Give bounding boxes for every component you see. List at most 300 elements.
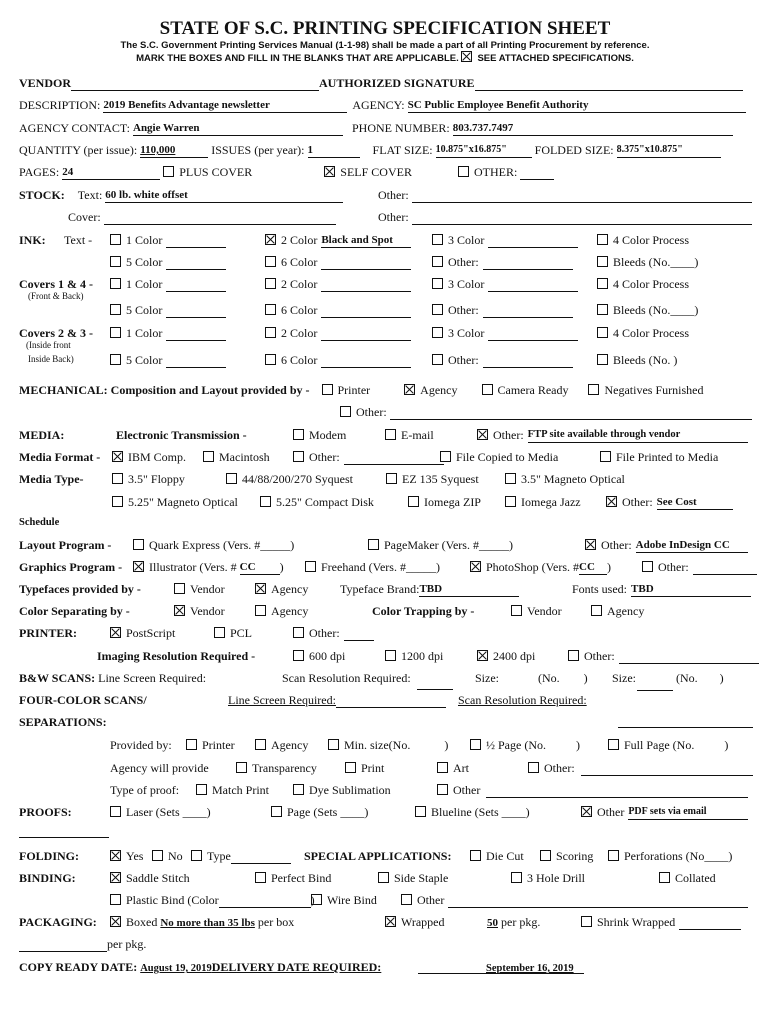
min-size-label: Min. size(No.	[344, 738, 411, 752]
shrink-wrapped-field[interactable]	[679, 916, 741, 930]
covers14-6color	[265, 303, 411, 318]
typeface-brand	[340, 582, 519, 597]
folding-no	[152, 849, 183, 864]
provided-agency	[255, 738, 308, 753]
die-cut-checkbox[interactable]	[470, 850, 481, 861]
agency-label: AGENCY:	[352, 98, 405, 112]
ink-text-bleeds-checkbox[interactable]	[597, 256, 608, 267]
res-600-checkbox[interactable]	[293, 650, 304, 661]
proof-other-label: Other	[453, 783, 481, 797]
covers23-other-label: Other:	[448, 353, 479, 367]
covers23-2color-checkbox[interactable]	[265, 327, 276, 338]
graphics-other-checkbox[interactable]	[642, 561, 653, 572]
format-other-checkbox[interactable]	[293, 451, 304, 462]
layout-program-label: Layout Program -	[19, 538, 112, 552]
mechanical-label: MECHANICAL: Composition and Layout provided by -	[19, 383, 310, 397]
covers23-5color-field[interactable]	[166, 354, 226, 368]
covers23-3color-field[interactable]	[488, 327, 578, 341]
covers14-3color-checkbox[interactable]	[432, 278, 443, 289]
see-attached-checkbox[interactable]	[461, 51, 472, 62]
mechanical-other-field[interactable]	[390, 406, 752, 420]
delivery-date-label: DELIVERY DATE REQUIRED:	[211, 960, 382, 974]
negatives-checkbox[interactable]	[588, 384, 599, 395]
fourcolor-line-screen-label: Line Screen Required:	[228, 693, 336, 707]
laser-checkbox[interactable]	[110, 806, 121, 817]
match-print-checkbox[interactable]	[196, 784, 207, 795]
folding-type-label: Type	[207, 849, 231, 863]
res-2400	[477, 649, 535, 664]
binding-other-label: Other	[417, 893, 445, 907]
camera-ready-checkbox[interactable]	[482, 384, 493, 395]
art-checkbox[interactable]	[437, 762, 448, 773]
covers14-1color-checkbox[interactable]	[110, 278, 121, 289]
trapping-vendor-checkbox[interactable]	[511, 605, 522, 616]
separations-field[interactable]	[618, 714, 753, 728]
ibm-label: IBM Comp.	[128, 450, 187, 464]
phone-field[interactable]: 803.737.7497	[453, 122, 733, 136]
pages-other-label: OTHER:	[473, 165, 518, 179]
boxed-value[interactable]: No more than 35 lbs	[160, 917, 255, 929]
mechanical-agency-checkbox[interactable]	[404, 384, 415, 395]
provided-printer-checkbox[interactable]	[186, 739, 197, 750]
type-jazz	[505, 495, 581, 510]
hole-drill-checkbox[interactable]	[511, 872, 522, 883]
syquest-checkbox[interactable]	[226, 473, 237, 484]
quantity-label: QUANTITY (per issue):	[19, 143, 138, 157]
ink-text-6color-checkbox[interactable]	[265, 256, 276, 267]
binding-collated	[659, 871, 716, 886]
typeface-brand-field[interactable]: TBD	[419, 583, 519, 597]
mo35-label: 3.5" Magneto Optical	[521, 472, 625, 486]
ink-text-other-field[interactable]	[483, 256, 573, 270]
folding-no-checkbox[interactable]	[152, 850, 163, 861]
binding-hole	[511, 871, 585, 886]
folding-yes	[110, 849, 143, 864]
page-title: STATE OF S.C. PRINTING SPECIFICATION SHEET	[159, 18, 611, 39]
covers23-bleeds	[597, 353, 677, 368]
stock-text-other-label: Other:	[378, 188, 409, 202]
mo525-checkbox[interactable]	[112, 496, 123, 507]
quantity-field[interactable]: 110,000	[140, 144, 208, 158]
covers14-3color-field[interactable]	[488, 278, 578, 292]
type-mo35	[505, 472, 625, 487]
agency-contact-field[interactable]: Angie Warren	[133, 122, 343, 136]
graphics-photoshop: PhotoShop (Vers. #CC )	[470, 560, 611, 575]
covers14-5color-checkbox[interactable]	[110, 304, 121, 315]
file-copied-checkbox[interactable]	[440, 451, 451, 462]
proofs-other-field[interactable]: PDF sets via email	[628, 806, 748, 820]
ink-text-other-label: Other:	[448, 255, 479, 269]
blueline-checkbox[interactable]	[415, 806, 426, 817]
media-type-other-label: Other:	[622, 495, 653, 509]
perfect-bind-checkbox[interactable]	[255, 872, 266, 883]
ink-text-3color-label: 3 Color	[448, 233, 485, 247]
graphics-other	[642, 560, 757, 575]
covers14-5color-label: 5 Color	[126, 303, 163, 317]
proofs-other-checkbox[interactable]	[581, 806, 592, 817]
delivery-date-line	[418, 957, 584, 974]
covers14-other-label: Other:	[448, 303, 479, 317]
packaging-shrink	[581, 915, 741, 930]
min-size-checkbox[interactable]	[328, 739, 339, 750]
authorized-signature-field[interactable]	[475, 77, 743, 91]
vendor-field[interactable]	[71, 77, 319, 91]
covers14-2color-field[interactable]	[321, 278, 411, 292]
photoshop-checkbox[interactable]	[470, 561, 481, 572]
dye-sublimation-checkbox[interactable]	[293, 784, 304, 795]
covers23-4color-checkbox[interactable]	[597, 327, 608, 338]
packaging-per-pkg	[487, 915, 540, 930]
macintosh-checkbox[interactable]	[203, 451, 214, 462]
fonts-used	[572, 582, 751, 597]
typefaces-vendor-checkbox[interactable]	[174, 583, 185, 594]
provide-other-checkbox[interactable]	[528, 762, 539, 773]
saddle-stitch-checkbox[interactable]	[110, 872, 121, 883]
media-type-other-field[interactable]: See Cost	[657, 496, 733, 510]
description-row	[19, 98, 746, 113]
perforations-checkbox[interactable]	[608, 850, 619, 861]
covers14-other-checkbox[interactable]	[432, 304, 443, 315]
folding-type-checkbox[interactable]	[191, 850, 202, 861]
copy-ready-value[interactable]: August 19, 2019	[140, 963, 212, 974]
floppy-checkbox[interactable]	[112, 473, 123, 484]
stock-cover-field[interactable]	[104, 211, 336, 225]
per-pkg2-label: per pkg.	[107, 937, 147, 951]
mechanical-other-checkbox[interactable]	[340, 406, 351, 417]
wire-bind-checkbox[interactable]	[311, 894, 322, 905]
ink-text-other-checkbox[interactable]	[432, 256, 443, 267]
collated-label: Collated	[675, 871, 716, 885]
quark-checkbox[interactable]	[133, 539, 144, 550]
type-floppy	[112, 472, 185, 487]
format-ibm	[112, 450, 186, 465]
binding-saddle	[110, 871, 190, 886]
ink-text-bleeds	[597, 255, 698, 270]
binding-other-field[interactable]	[448, 894, 748, 908]
covers23-1color-field[interactable]	[166, 327, 226, 341]
print-checkbox[interactable]	[345, 762, 356, 773]
ink-text-1color-field[interactable]	[166, 234, 226, 248]
bw-no-label: (No. )	[538, 671, 588, 685]
per-pkg-label: per pkg.	[501, 915, 541, 929]
saddle-stitch-label: Saddle Stitch	[126, 871, 190, 885]
copy-ready-label: COPY READY DATE:	[19, 960, 138, 974]
media-label: MEDIA:	[19, 428, 65, 442]
freehand-checkbox[interactable]	[305, 561, 316, 572]
binding-wire	[311, 893, 377, 908]
agency-field[interactable]: SC Public Employee Benefit Authority	[408, 99, 746, 113]
ink-text-5color-checkbox[interactable]	[110, 256, 121, 267]
pages-other-checkbox[interactable]	[458, 166, 469, 177]
covers23-2color-field[interactable]	[321, 327, 411, 341]
mo35-checkbox[interactable]	[505, 473, 516, 484]
trapping-agency-checkbox[interactable]	[591, 605, 602, 616]
ink-text-6color-label: 6 Color	[281, 255, 318, 269]
ink-label: INK:	[19, 233, 46, 247]
covers14-5color-field[interactable]	[166, 304, 226, 318]
modem-checkbox[interactable]	[293, 429, 304, 440]
side-staple-checkbox[interactable]	[378, 872, 389, 883]
covers23-4color	[597, 326, 689, 341]
covers23-5color-label: 5 Color	[126, 353, 163, 367]
covers23-note1: (Inside front	[26, 340, 71, 350]
separating-agency-label: Agency	[271, 604, 309, 618]
trapping-vendor	[511, 604, 562, 619]
page-proof-checkbox[interactable]	[271, 806, 282, 817]
plus-cover-checkbox[interactable]	[163, 166, 174, 177]
pagemaker-checkbox[interactable]	[368, 539, 379, 550]
separating-vendor-checkbox[interactable]	[174, 605, 185, 616]
format-other-field[interactable]	[344, 451, 444, 465]
ink-text-3color-field[interactable]	[488, 234, 578, 248]
illustrator-version-field[interactable]: CC	[240, 561, 280, 575]
ink-text-2color	[265, 233, 411, 248]
mo525-label: 5.25" Magneto Optical	[128, 495, 238, 509]
graphics-other-field[interactable]	[693, 561, 757, 575]
typefaces-agency	[255, 582, 308, 597]
ink-text-6color-field[interactable]	[321, 256, 411, 270]
subtitle-manual-reference: The S.C. Government Printing Services Manual (1-1-98) shall be made a part of all Printing Procurement by reference.	[120, 40, 650, 51]
mechanical-other-label: Other:	[356, 405, 387, 419]
instructions-text: MARK THE BOXES AND FILL IN THE BLANKS THAT ARE APPLICABLE.	[136, 53, 459, 64]
boxed-checkbox[interactable]	[110, 916, 121, 927]
covers23-6color-field[interactable]	[321, 354, 411, 368]
layout-other-label: Other:	[601, 538, 632, 552]
media-other-field[interactable]: FTP site available through vendor	[528, 429, 748, 443]
mechanical-printer-label: Printer	[337, 383, 371, 397]
compact-disk-checkbox[interactable]	[260, 496, 271, 507]
photoshop-version-field[interactable]: CC	[579, 561, 607, 575]
printer-other-field[interactable]	[344, 627, 374, 641]
stock-text-field[interactable]: 60 lb. white offset	[105, 189, 343, 203]
printer-other-checkbox[interactable]	[293, 627, 304, 638]
provided-printer	[186, 738, 235, 753]
flat-size-field[interactable]: 10.875"x16.875"	[436, 144, 532, 158]
covers23-3color-checkbox[interactable]	[432, 327, 443, 338]
ink-text-6color	[265, 255, 411, 270]
syquest-label: 44/88/200/270 Syquest	[242, 472, 354, 486]
res-1200-checkbox[interactable]	[385, 650, 396, 661]
ink-text-4color-label: 4 Color Process	[613, 233, 689, 247]
mechanical-printer-checkbox[interactable]	[322, 384, 333, 395]
covers23-3color-label: 3 Color	[448, 326, 485, 340]
bw-scans-row	[19, 671, 206, 686]
type-cd	[260, 495, 374, 510]
covers23-note2: Inside Back)	[28, 354, 74, 364]
quantity-row	[19, 143, 721, 158]
stock-cover-other-field[interactable]	[412, 211, 752, 225]
fourcolor-scan-resolution	[458, 693, 587, 708]
stock-cover-row	[68, 210, 336, 225]
separating-agency	[255, 604, 308, 619]
proof-other-field[interactable]	[486, 784, 748, 798]
wire-bind-label: Wire Bind	[327, 893, 377, 907]
bw-no2-label: (No. )	[676, 671, 724, 685]
covers23-2color	[265, 326, 411, 341]
covers14-2color-checkbox[interactable]	[265, 278, 276, 289]
per-pkg2-field[interactable]	[19, 938, 107, 952]
phone-label: PHONE NUMBER:	[352, 121, 450, 135]
plastic-bind-color-field[interactable]	[219, 894, 311, 908]
layout-other-checkbox[interactable]	[585, 539, 596, 550]
media-type-other-checkbox[interactable]	[606, 496, 617, 507]
proof-other	[437, 783, 748, 798]
ink-text-3color-checkbox[interactable]	[432, 234, 443, 245]
media-other-checkbox[interactable]	[477, 429, 488, 440]
covers23-bleeds-checkbox[interactable]	[597, 354, 608, 365]
half-page-checkbox[interactable]	[470, 739, 481, 750]
type-mo525	[112, 495, 238, 510]
covers14-other	[432, 303, 573, 318]
res-600	[293, 649, 345, 664]
self-cover-checkbox[interactable]	[324, 166, 335, 177]
covers14-6color-checkbox[interactable]	[265, 304, 276, 315]
pages-other-field[interactable]	[520, 166, 554, 180]
flat-size-label: FLAT SIZE:	[372, 143, 433, 157]
shrink-wrapped-checkbox[interactable]	[581, 916, 592, 927]
illustrator-label: Illustrator (Vers. #	[149, 560, 237, 574]
bw-scans-label: B&W SCANS:	[19, 671, 96, 685]
agency-contact-label: AGENCY CONTACT:	[19, 121, 130, 135]
layout-pagemaker	[368, 538, 513, 553]
bw-scan-resolution-field[interactable]	[417, 676, 453, 690]
ink-text-2color-field[interactable]: Black and Spot	[321, 234, 411, 248]
binding-perfect	[255, 871, 331, 886]
res-other-checkbox[interactable]	[568, 650, 579, 661]
typefaces-agency-checkbox[interactable]	[255, 583, 266, 594]
full-page-checkbox[interactable]	[608, 739, 619, 750]
fonts-used-field[interactable]: TBD	[631, 583, 751, 597]
covers23-1color	[110, 326, 226, 341]
delivery-date-value[interactable]: September 16, 2019	[486, 963, 574, 974]
plastic-bind-checkbox[interactable]	[110, 894, 121, 905]
res-1200-label: 1200 dpi	[401, 649, 444, 663]
covers23-6color-checkbox[interactable]	[265, 354, 276, 365]
wrapped-checkbox[interactable]	[385, 916, 396, 927]
special-perf	[608, 849, 732, 864]
stock-label: STOCK:	[19, 188, 65, 202]
covers14-label: Covers 1 & 4 -	[19, 277, 93, 291]
provided-min: Min. size(No. )	[328, 738, 448, 753]
ink-text-other	[432, 255, 573, 270]
stock-text-label: Text:	[77, 188, 103, 202]
per-pkg-value[interactable]: 50	[487, 917, 498, 929]
binding-other	[401, 893, 748, 908]
issues-field[interactable]: 1	[308, 144, 360, 158]
covers23-other-checkbox[interactable]	[432, 354, 443, 365]
graphics-freehand	[305, 560, 440, 575]
covers14-note: (Front & Back)	[28, 291, 84, 301]
trapping-vendor-label: Vendor	[527, 604, 562, 618]
ink-text-5color-label: 5 Color	[126, 255, 163, 269]
pages-field[interactable]: 24	[62, 166, 160, 180]
provide-other-field[interactable]	[581, 762, 753, 776]
media-other-label: Other:	[493, 428, 524, 442]
macintosh-label: Macintosh	[219, 450, 270, 464]
typefaces-vendor	[174, 582, 225, 597]
proof-type-label: Type of proof:	[110, 783, 180, 797]
proof-other-checkbox[interactable]	[437, 784, 448, 795]
collated-checkbox[interactable]	[659, 872, 670, 883]
printer-pcl	[214, 626, 252, 641]
bw-line-screen-label: Line Screen Required:	[98, 671, 207, 685]
ink-text-1color-checkbox[interactable]	[110, 234, 121, 245]
format-other-label: Other:	[309, 450, 340, 464]
covers23-bleeds-label: Bleeds (No. )	[613, 353, 678, 367]
half-page-label: ½ Page (No.	[486, 738, 546, 752]
res-2400-checkbox[interactable]	[477, 650, 488, 661]
fourcolor-line-screen-field[interactable]	[336, 694, 446, 708]
folding-yes-checkbox[interactable]	[110, 850, 121, 861]
ez135-checkbox[interactable]	[386, 473, 397, 484]
scoring-checkbox[interactable]	[540, 850, 551, 861]
covers14-other-field[interactable]	[483, 304, 573, 318]
layout-other	[585, 538, 748, 553]
postscript-checkbox[interactable]	[110, 627, 121, 638]
stock-text-other-field[interactable]	[412, 189, 752, 203]
photoshop-label: PhotoShop (Vers. #	[486, 560, 580, 574]
folding-type-field[interactable]	[231, 850, 291, 864]
layout-other-field[interactable]: Adobe InDesign CC	[636, 539, 748, 553]
packaging-wrapped	[385, 915, 445, 930]
covers23-other-field[interactable]	[483, 354, 573, 368]
ink-text-4color-checkbox[interactable]	[597, 234, 608, 245]
covers14-1color-field[interactable]	[166, 278, 226, 292]
covers14-bleeds-checkbox[interactable]	[597, 304, 608, 315]
covers23-5color-checkbox[interactable]	[110, 354, 121, 365]
jazz-checkbox[interactable]	[505, 496, 516, 507]
authorized-signature-label: AUTHORIZED SIGNATURE	[319, 76, 475, 90]
fourcolor-line-screen	[228, 693, 446, 708]
covers14-4color-checkbox[interactable]	[597, 278, 608, 289]
email-checkbox[interactable]	[385, 429, 396, 440]
media-type-label: Media Type-	[19, 472, 84, 486]
zip-checkbox[interactable]	[408, 496, 419, 507]
postscript-label: PostScript	[126, 626, 176, 640]
bw-no-text: (No.	[538, 671, 560, 685]
ink-text-5color-field[interactable]	[166, 256, 226, 270]
description-field[interactable]: 2019 Benefits Advantage newsletter	[103, 99, 347, 113]
ink-text-2color-checkbox[interactable]	[265, 234, 276, 245]
stock-cover-label: Cover:	[68, 210, 101, 224]
quark-label: Quark Express (Vers. #_____)	[149, 538, 295, 552]
plastic-bind-label: Plastic Bind (Color	[126, 893, 219, 907]
per-box-label: per box	[257, 915, 295, 929]
pcl-checkbox[interactable]	[214, 627, 225, 638]
illustrator-checkbox[interactable]	[133, 561, 144, 572]
pagemaker-label: PageMaker (Vers. #_____)	[384, 538, 513, 552]
binding-other-checkbox[interactable]	[401, 894, 412, 905]
covers23-1color-checkbox[interactable]	[110, 327, 121, 338]
res-other-field[interactable]	[619, 650, 759, 664]
transparency-label: Transparency	[252, 761, 317, 775]
covers14-3color-label: 3 Color	[448, 277, 485, 291]
ink-text-2color-label: 2 Color	[281, 233, 318, 247]
separating-agency-checkbox[interactable]	[255, 605, 266, 616]
covers14-3color	[432, 277, 578, 292]
covers14-6color-field[interactable]	[321, 304, 411, 318]
folded-size-field[interactable]: 8.375"x10.875"	[617, 144, 721, 158]
provided-agency-checkbox[interactable]	[255, 739, 266, 750]
bw-size2-field[interactable]	[637, 677, 673, 691]
folding-yes-label: Yes	[126, 849, 144, 863]
transparency-checkbox[interactable]	[236, 762, 247, 773]
ibm-checkbox[interactable]	[112, 451, 123, 462]
file-printed-checkbox[interactable]	[600, 451, 611, 462]
provided-agency-label: Agency	[271, 738, 309, 752]
type-other	[606, 495, 733, 510]
proofs-label: PROOFS:	[19, 805, 72, 819]
